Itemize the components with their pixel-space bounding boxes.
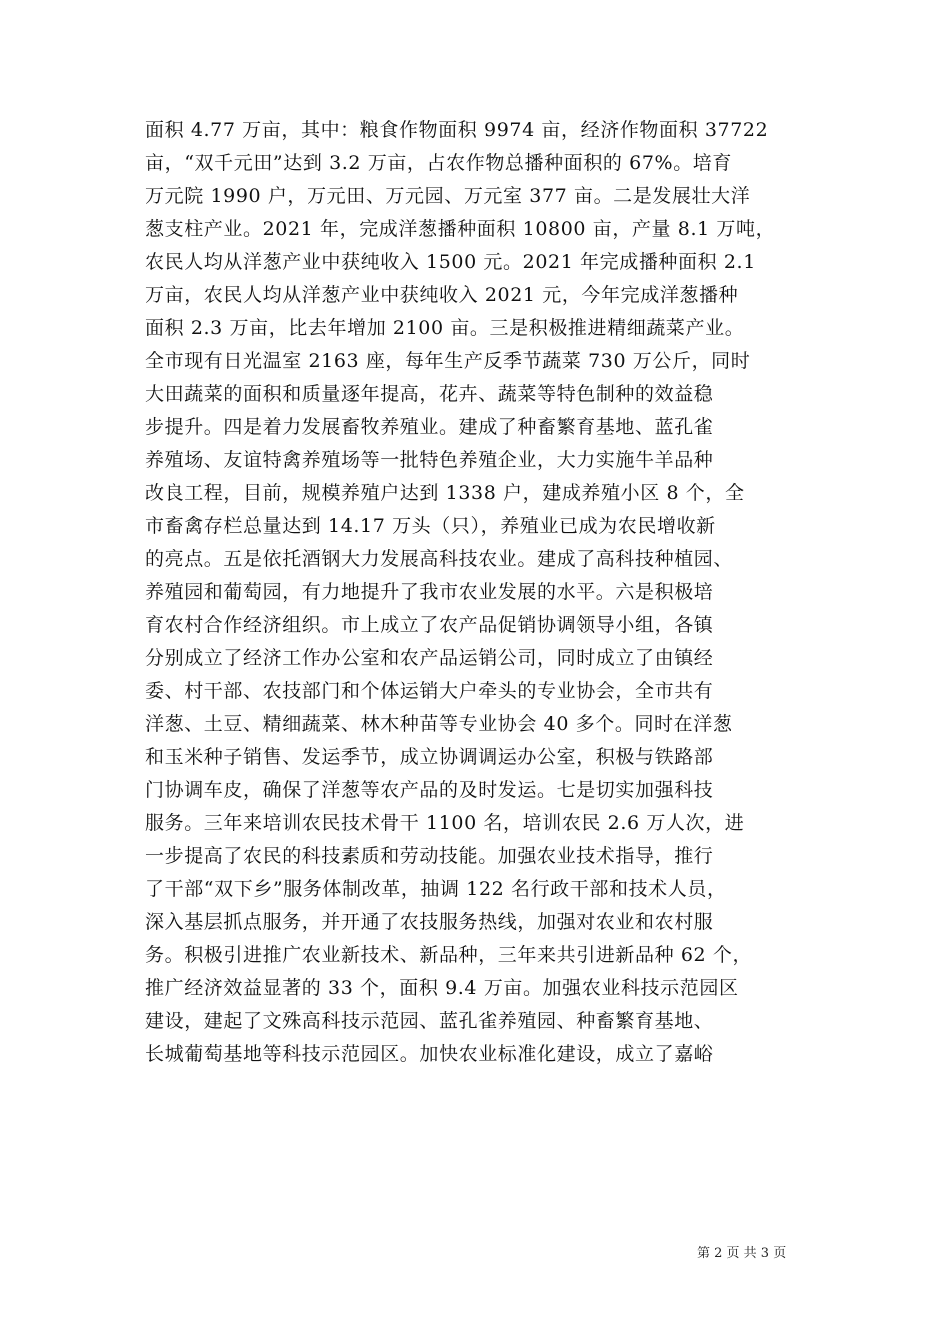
text-line: 步提升。四是着力发展畜牧养殖业。建成了种畜繁育基地、蓝孔雀 xyxy=(145,416,714,438)
text-line: 了干部“双下乡”服务体制改革，抽调 122 名行政干部和技术人员， xyxy=(145,878,727,900)
text-line: 务。积极引进推广农业新技术、新品种，三年来共引进新品种 62 个， xyxy=(145,944,753,966)
text-line: 万元院 1990 户，万元田、万元园、万元室 377 亩。二是发展壮大洋 xyxy=(145,185,751,207)
text-line: 分别成立了经济工作办公室和农产品运销公司，同时成立了由镇经 xyxy=(145,647,714,669)
text-line: 葱支柱产业。2021 年，完成洋葱播种面积 10800 亩，产量 8.1 万吨， xyxy=(145,218,776,240)
text-line: 育农村合作经济组织。市上成立了农产品促销协调领导小组，各镇 xyxy=(145,614,714,636)
text-line: 推广经济效益显著的 33 个，面积 9.4 万亩。加强农业科技示范园区 xyxy=(145,977,739,999)
text-line: 农民人均从洋葱产业中获纯收入 1500 元。2021 年完成播种面积 2.1 xyxy=(145,251,756,273)
text-line: 服务。三年来培训农民技术骨干 1100 名，培训农民 2.6 万人次，进 xyxy=(145,812,745,834)
text-line: 面积 2.3 万亩，比去年增加 2100 亩。三是积极推进精细蔬菜产业。 xyxy=(145,317,745,339)
text-line: 门协调车皮，确保了洋葱等农产品的及时发运。七是切实加强科技 xyxy=(145,779,714,801)
text-line: 养殖场、友谊特禽养殖场等一批特色养殖企业，大力实施牛羊品种 xyxy=(145,449,714,471)
text-line: 的亮点。五是依托酒钢大力发展高科技农业。建成了高科技种植园、 xyxy=(145,548,734,570)
text-line: 委、村干部、农技部门和个体运销大户牵头的专业协会，全市共有 xyxy=(145,680,714,702)
text-line: 大田蔬菜的面积和质量逐年提高，花卉、蔬菜等特色制种的效益稳 xyxy=(145,383,714,405)
text-line: 洋葱、土豆、精细蔬菜、林木种苗等专业协会 40 多个。同时在洋葱 xyxy=(145,713,733,735)
text-line: 建设，建起了文殊高科技示范园、蓝孔雀养殖园、种畜繁育基地、 xyxy=(145,1010,714,1032)
body-text xyxy=(145,114,810,1071)
text-line: 养殖园和葡萄园，有力地提升了我市农业发展的水平。六是积极培 xyxy=(145,581,714,603)
text-line: 万亩，农民人均从洋葱产业中获纯收入 2021 元，今年完成洋葱播种 xyxy=(145,284,739,306)
text-line: 长城葡萄基地等科技示范园区。加快农业标准化建设，成立了嘉峪 xyxy=(145,1043,714,1065)
text-line: 亩，“双千元田”达到 3.2 万亩，占农作物总播种面积的 67%。培育 xyxy=(145,152,732,174)
text-line: 深入基层抓点服务，并开通了农技服务热线，加强对农业和农村服 xyxy=(145,911,714,933)
text-line: 和玉米种子销售、发运季节，成立协调调运办公室，积极与铁路部 xyxy=(145,746,714,768)
text-line: 改良工程，目前，规模养殖户达到 1338 户，建成养殖小区 8 个，全 xyxy=(145,482,745,504)
page-number-footer: 第 2 页 共 3 页 xyxy=(697,1246,787,1261)
text-line: 面积 4.77 万亩，其中：粮食作物面积 9974 亩，经济作物面积 37722 xyxy=(145,119,769,141)
text-line: 全市现有日光温室 2163 座，每年生产反季节蔬菜 730 万公斤，同时 xyxy=(145,350,751,372)
text-line: 一步提高了农民的科技素质和劳动技能。加强农业技术指导，推行 xyxy=(145,845,714,867)
text-line: 市畜禽存栏总量达到 14.17 万头（只），养殖业已成为农民增收新 xyxy=(145,515,716,537)
